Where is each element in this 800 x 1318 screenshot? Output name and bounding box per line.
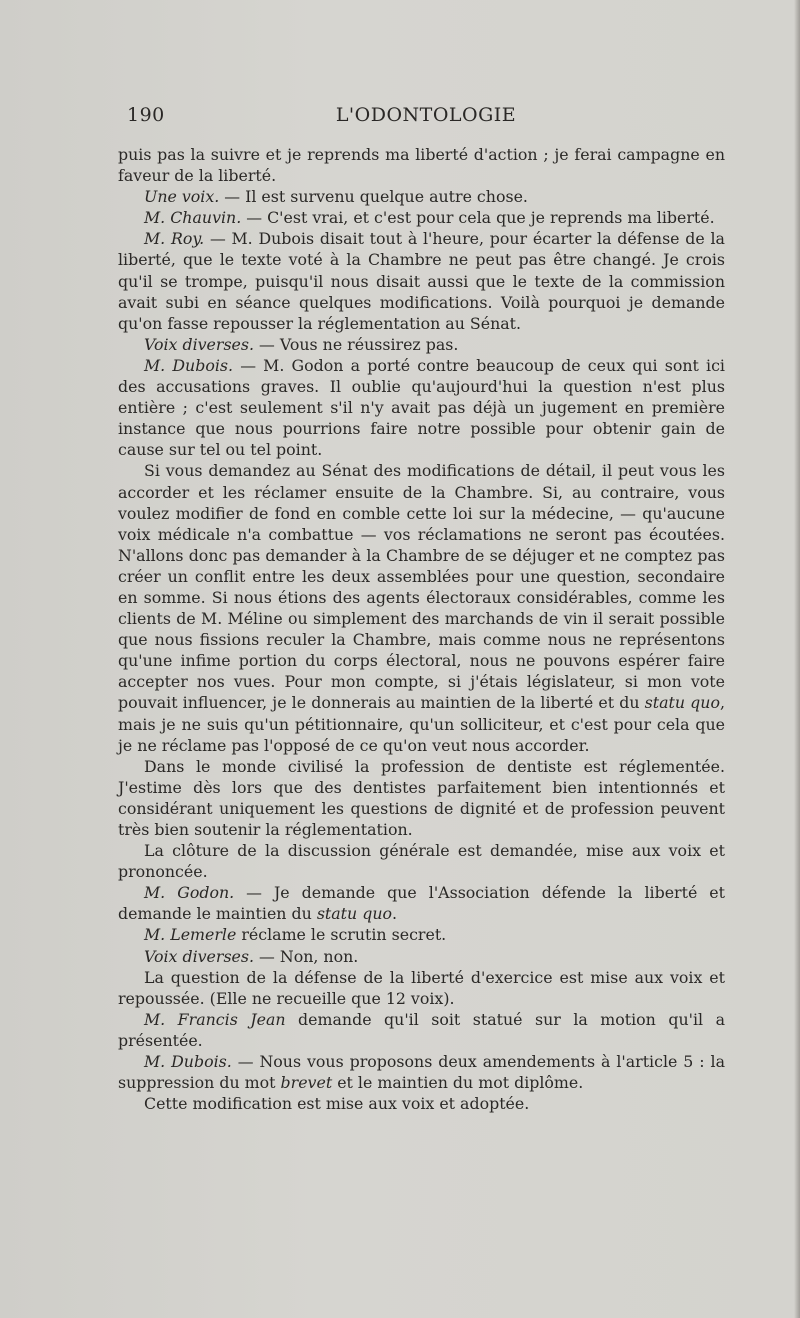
- paragraph: [118, 355, 725, 460]
- paragraph: [118, 1051, 725, 1093]
- paragraph: [118, 946, 725, 967]
- paragraph-text: — Non, non.: [254, 946, 359, 966]
- paragraph: [118, 924, 725, 945]
- paragraph-text: La question de la défense de la liberté d'exercice est mise aux voix et repoussée. (Elle ne recueille que 12 voix).: [118, 967, 725, 1008]
- speaker-name: M. Dubois.: [144, 355, 234, 375]
- paragraph-text: — Nous vous proposons deux amendements à l'article 5 : la suppression du mot: [118, 1052, 725, 1093]
- paragraph: [118, 1093, 725, 1114]
- page-header: [127, 104, 725, 132]
- paragraph-text: réclame le scrutin secret.: [236, 925, 447, 945]
- paragraph-text: — M. Godon a porté contre beaucoup de ceux qui sont ici des accusations graves. Il oublie qu'aujourd'hui la question n'est plus entière ; c'est seulement s'il n'y avait pas déjà un jugement en première instance que nous pourrions faire notre possible pour obtenir gain de cause sur tel ou tel point.: [118, 355, 725, 460]
- paragraph: [118, 840, 725, 882]
- speaker-name: M. Chauvin.: [144, 208, 242, 228]
- italic-term: statu quo: [316, 904, 393, 924]
- italic-term: brevet: [280, 1073, 333, 1093]
- paragraph: [118, 228, 725, 333]
- paragraph: [118, 186, 725, 207]
- paragraph-text: , mais je ne suis qu'un pétitionnaire, qu'un solliciteur, et c'est pour cela que je ne réclame pas l'opposé de ce qu'on veut nous accorder.: [118, 693, 726, 755]
- paragraph-text: — Il est survenu quelque autre chose.: [219, 187, 528, 207]
- paragraph-text: puis pas la suivre et je reprends ma liberté d'action ; je ferai campagne en faveur de la liberté.: [118, 145, 725, 186]
- body-text: [118, 144, 725, 1114]
- paragraph: [118, 967, 725, 1009]
- paragraph-text: — M. Dubois disait tout à l'heure, pour écarter la défense de la liberté, que le texte voté à la Chambre ne peut pas être changé. Je crois qu'il se trompe, puisqu'il nous disait aussi que le texte de la commission avait subi en séance quelques modifications. Voilà pourquoi je demande qu'on fasse repousser la réglementation au Sénat.: [118, 229, 725, 333]
- paragraph: [118, 1009, 725, 1051]
- paragraph-text: et le maintien du mot diplôme.: [332, 1073, 584, 1093]
- paragraph: [118, 882, 725, 924]
- running-title: L'ODONTOLOGIE: [335, 104, 517, 126]
- paragraph: [118, 756, 725, 840]
- speaker-name: Voix diverses.: [144, 946, 255, 966]
- paragraph-text: — Je demande que l'Association défende la liberté et demande le maintien du: [118, 883, 725, 924]
- paragraph: [118, 144, 725, 186]
- speaker-name: M. Lemerle: [144, 925, 237, 945]
- speaker-name: Une voix.: [144, 187, 220, 207]
- speaker-name: M. Godon.: [144, 883, 235, 903]
- paragraph: [118, 207, 725, 228]
- paragraph-text: Dans le monde civilisé la profession de dentiste est réglementée. J'estime dès lors que des dentistes parfaitement bien intentionnés et considérant uniquement les questions de dignité et de profession peuvent très bien soutenir la réglementation.: [118, 756, 725, 839]
- paragraph-text: — C'est vrai, et c'est pour cela que je reprends ma liberté.: [241, 208, 715, 228]
- speaker-name: M. Roy.: [144, 229, 205, 249]
- speaker-name: Voix diverses.: [144, 334, 255, 354]
- paragraph-text: Cette modification est mise aux voix et adoptée.: [144, 1094, 530, 1114]
- page-edge-shadow: [794, 0, 800, 1318]
- paragraph-text: demande qu'il soit statué sur la motion qu'il a présentée.: [118, 1009, 725, 1050]
- page-number: 190: [127, 104, 165, 126]
- speaker-name: M. Dubois.: [144, 1052, 232, 1072]
- paragraph-text: La clôture de la discussion générale est demandée, mise aux voix et prononcée.: [118, 841, 725, 882]
- italic-term: statu quo: [644, 693, 720, 713]
- paragraph-text: .: [392, 904, 398, 924]
- paragraph-text: Si vous demandez au Sénat des modifications de détail, il peut vous les accorder et les réclamer ensuite de la Chambre. Si, au contraire, vous voulez modifier de fond en comble cette loi sur la médecine, — qu'aucune voix médicale n'a combattue — vos réclamations ne seront pas écoutées. N'allons donc pas demander à la Chambre de se déjuger et ne comptez pas créer un conflit entre les deux assemblées pour une question, secondaire en somme. Si nous étions des agents électoraux considérables, comme les clients de M. Méline ou simplement des marchands de vin il serait possible que nous fissions reculer la Chambre, mais comme nous ne représentons qu'une infime portion du corps électoral, nous ne pouvons espérer faire accepter nos vues. Pour mon compte, si j'étais législateur, si mon vote pouvait influencer, je le donnerais au maintien de la liberté et du: [118, 461, 725, 713]
- paragraph: [118, 460, 725, 755]
- speaker-name: M. Francis Jean: [144, 1009, 286, 1029]
- paragraph-text: — Vous ne réussirez pas.: [254, 334, 459, 354]
- paragraph: [118, 334, 725, 355]
